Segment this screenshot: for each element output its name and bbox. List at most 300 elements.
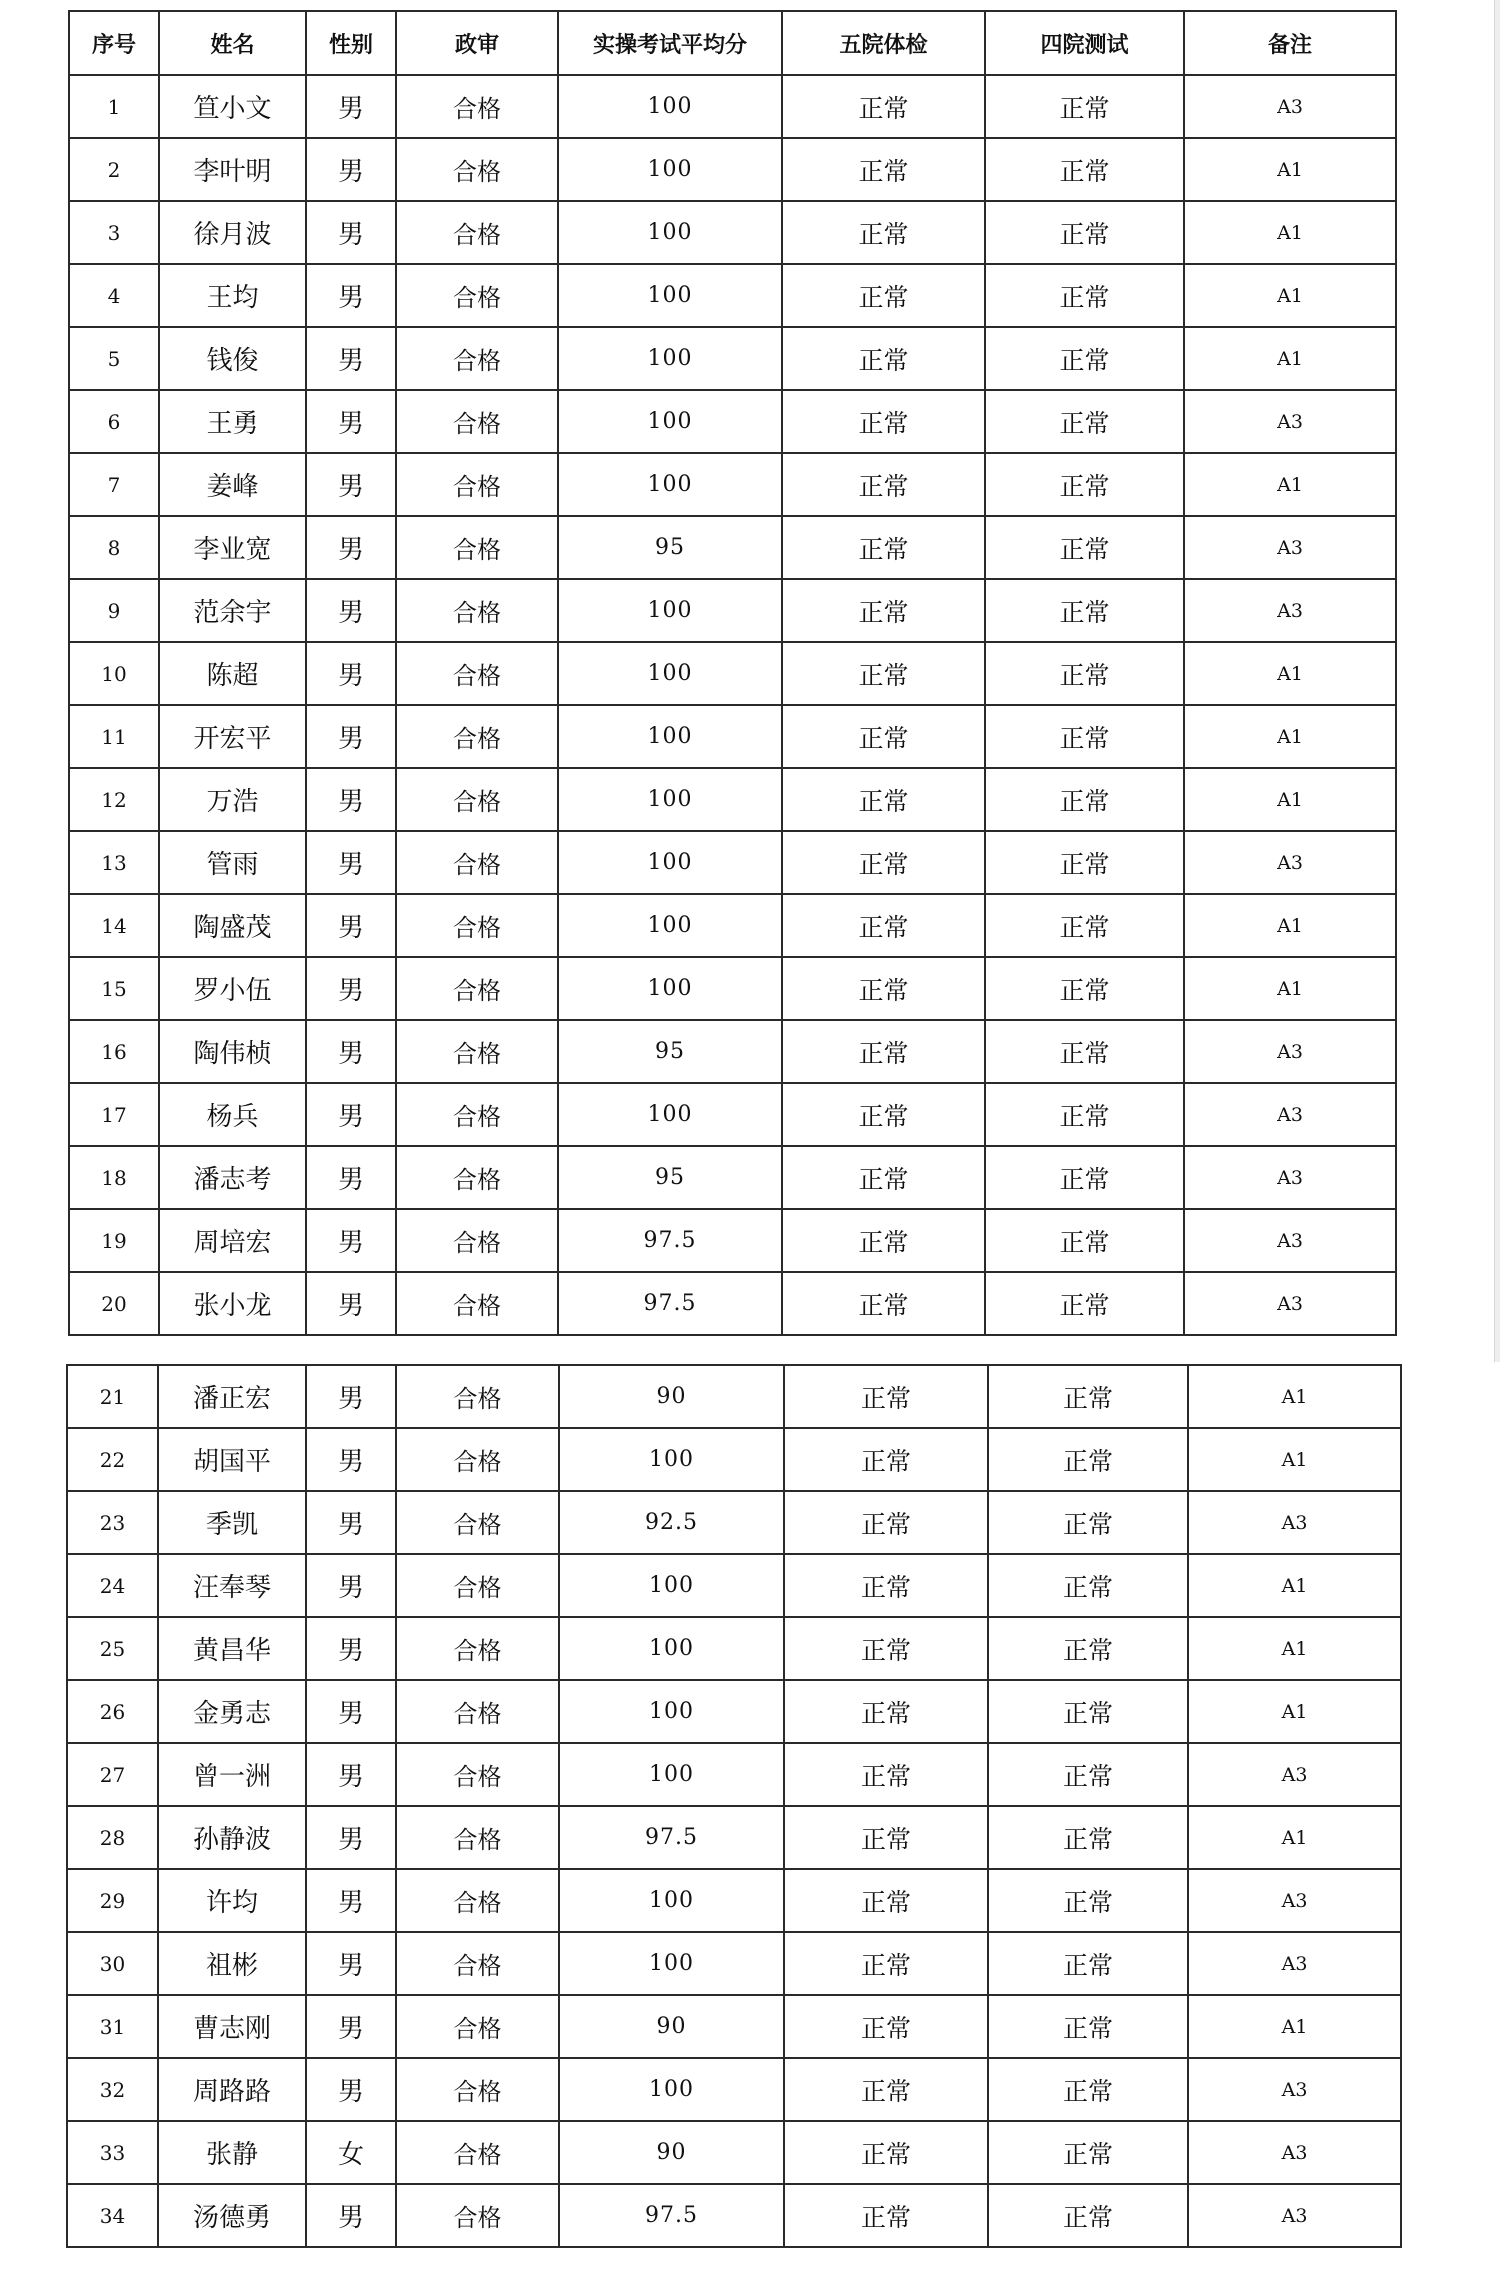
cell-index: 12 [69,768,159,831]
cell-political-review: 合格 [396,390,558,453]
cell-exam-score: 95 [558,516,782,579]
cell-name: 周培宏 [159,1209,306,1272]
cell-name: 王均 [159,264,306,327]
cell-index: 29 [67,1869,158,1932]
cell-hospital5-physical: 正常 [782,1272,985,1335]
cell-remarks: A1 [1184,957,1396,1020]
cell-name: 汤德勇 [158,2184,306,2247]
cell-hospital5-physical: 正常 [784,1428,988,1491]
cell-remarks: A3 [1188,2121,1401,2184]
cell-hospital5-physical: 正常 [784,2184,988,2247]
table-row [67,1995,1401,2058]
cell-hospital5-physical: 正常 [782,705,985,768]
cell-index: 16 [69,1020,159,1083]
cell-name: 许均 [158,1869,306,1932]
cell-gender: 男 [306,1209,396,1272]
cell-index: 23 [67,1491,158,1554]
cell-exam-score: 100 [559,1554,784,1617]
cell-hospital5-physical: 正常 [784,1995,988,2058]
cell-hospital5-physical: 正常 [782,516,985,579]
cell-hospital5-physical: 正常 [782,894,985,957]
cell-exam-score: 100 [558,201,782,264]
cell-index: 19 [69,1209,159,1272]
cell-remarks: A3 [1188,1869,1401,1932]
cell-remarks: A1 [1184,705,1396,768]
cell-political-review: 合格 [396,894,558,957]
table-row [69,957,1396,1020]
cell-exam-score: 100 [558,957,782,1020]
cell-remarks: A1 [1188,1680,1401,1743]
header-name: 姓名 [159,11,306,75]
cell-exam-score: 90 [559,2121,784,2184]
header-hospital4-test: 四院测试 [985,11,1184,75]
cell-exam-score: 100 [558,327,782,390]
cell-remarks: A3 [1188,1932,1401,1995]
table-row [69,831,1396,894]
cell-name: 曾一洲 [158,1743,306,1806]
cell-remarks: A3 [1184,1146,1396,1209]
cell-hospital4-test: 正常 [988,2058,1188,2121]
table-row [69,1020,1396,1083]
cell-name: 钱俊 [159,327,306,390]
cell-hospital4-test: 正常 [985,516,1184,579]
cell-name: 陈超 [159,642,306,705]
cell-remarks: A1 [1184,768,1396,831]
table-row [69,579,1396,642]
cell-hospital5-physical: 正常 [782,831,985,894]
table-body-bottom [67,1365,1401,2247]
cell-gender: 男 [306,516,396,579]
cell-exam-score: 97.5 [558,1209,782,1272]
cell-gender: 男 [306,453,396,516]
table-row [69,1272,1396,1335]
cell-hospital4-test: 正常 [985,138,1184,201]
table-row [67,2058,1401,2121]
cell-hospital5-physical: 正常 [782,1146,985,1209]
cell-gender: 男 [306,1272,396,1335]
cell-exam-score: 90 [559,1365,784,1428]
cell-hospital5-physical: 正常 [784,1617,988,1680]
cell-hospital4-test: 正常 [985,1020,1184,1083]
cell-index: 2 [69,138,159,201]
candidate-table-top [68,10,1397,1336]
cell-remarks: A3 [1184,75,1396,138]
cell-exam-score: 100 [558,768,782,831]
cell-gender: 男 [306,2184,396,2247]
cell-remarks: A3 [1184,516,1396,579]
cell-exam-score: 97.5 [559,2184,784,2247]
cell-gender: 男 [306,1428,396,1491]
cell-exam-score: 97.5 [558,1272,782,1335]
cell-remarks: A1 [1184,453,1396,516]
cell-hospital5-physical: 正常 [782,390,985,453]
cell-name: 范余宇 [159,579,306,642]
cell-index: 8 [69,516,159,579]
table-row [67,1428,1401,1491]
cell-hospital4-test: 正常 [985,894,1184,957]
table-row [69,327,1396,390]
cell-hospital5-physical: 正常 [782,327,985,390]
header-gender: 性别 [306,11,396,75]
cell-gender: 男 [306,75,396,138]
cell-hospital5-physical: 正常 [782,201,985,264]
cell-hospital4-test: 正常 [985,327,1184,390]
cell-name: 胡国平 [158,1428,306,1491]
cell-exam-score: 100 [559,1932,784,1995]
cell-political-review: 合格 [396,642,558,705]
table-row [67,1617,1401,1680]
table-row [69,768,1396,831]
table-header-row [69,11,1396,75]
cell-gender: 男 [306,1932,396,1995]
cell-exam-score: 100 [559,1869,784,1932]
cell-political-review: 合格 [396,1428,559,1491]
cell-political-review: 合格 [396,1272,558,1335]
cell-index: 26 [67,1680,158,1743]
cell-remarks: A1 [1184,642,1396,705]
cell-index: 5 [69,327,159,390]
table-row [69,1209,1396,1272]
cell-remarks: A1 [1184,138,1396,201]
cell-gender: 男 [306,1491,396,1554]
cell-index: 24 [67,1554,158,1617]
cell-political-review: 合格 [396,1491,559,1554]
cell-political-review: 合格 [396,1680,559,1743]
table-row [69,390,1396,453]
cell-exam-score: 100 [559,1617,784,1680]
cell-name: 开宏平 [159,705,306,768]
cell-hospital4-test: 正常 [985,1209,1184,1272]
cell-remarks: A1 [1188,1365,1401,1428]
cell-hospital5-physical: 正常 [784,2058,988,2121]
cell-hospital4-test: 正常 [985,201,1184,264]
table-row [69,1146,1396,1209]
cell-remarks: A3 [1184,390,1396,453]
table-row [69,264,1396,327]
cell-index: 25 [67,1617,158,1680]
cell-name: 季凯 [158,1491,306,1554]
cell-hospital5-physical: 正常 [784,1554,988,1617]
cell-hospital5-physical: 正常 [784,1932,988,1995]
table-row [69,138,1396,201]
cell-index: 1 [69,75,159,138]
cell-hospital4-test: 正常 [988,1995,1188,2058]
cell-exam-score: 100 [559,1680,784,1743]
cell-hospital4-test: 正常 [988,1491,1188,1554]
cell-index: 3 [69,201,159,264]
cell-gender: 男 [306,201,396,264]
cell-political-review: 合格 [396,1020,558,1083]
cell-hospital5-physical: 正常 [782,75,985,138]
cell-gender: 男 [306,327,396,390]
cell-exam-score: 95 [558,1146,782,1209]
cell-exam-score: 97.5 [559,1806,784,1869]
cell-index: 33 [67,2121,158,2184]
cell-political-review: 合格 [396,2184,559,2247]
cell-index: 18 [69,1146,159,1209]
cell-exam-score: 100 [558,390,782,453]
cell-index: 34 [67,2184,158,2247]
cell-hospital5-physical: 正常 [784,1365,988,1428]
cell-hospital5-physical: 正常 [784,1806,988,1869]
cell-gender: 男 [306,1617,396,1680]
cell-remarks: A1 [1188,1617,1401,1680]
cell-remarks: A1 [1184,894,1396,957]
cell-name: 姜峰 [159,453,306,516]
cell-name: 杨兵 [159,1083,306,1146]
cell-hospital4-test: 正常 [988,1743,1188,1806]
cell-gender: 男 [306,1146,396,1209]
cell-gender: 男 [306,579,396,642]
cell-gender: 男 [306,2058,396,2121]
cell-remarks: A3 [1184,1272,1396,1335]
table-row [69,75,1396,138]
cell-hospital4-test: 正常 [985,579,1184,642]
cell-hospital4-test: 正常 [988,2184,1188,2247]
cell-political-review: 合格 [396,1743,559,1806]
cell-hospital4-test: 正常 [988,1932,1188,1995]
cell-name: 笪小文 [159,75,306,138]
table-row [67,2184,1401,2247]
cell-remarks: A3 [1184,1209,1396,1272]
header-hospital5-physical: 五院体检 [782,11,985,75]
cell-name: 罗小伍 [159,957,306,1020]
cell-hospital5-physical: 正常 [782,264,985,327]
cell-political-review: 合格 [396,2058,559,2121]
cell-remarks: A1 [1188,1806,1401,1869]
cell-index: 9 [69,579,159,642]
table-row [67,2121,1401,2184]
cell-political-review: 合格 [396,75,558,138]
cell-remarks: A3 [1188,2058,1401,2121]
cell-political-review: 合格 [396,2121,559,2184]
cell-name: 陶盛茂 [159,894,306,957]
cell-index: 31 [67,1995,158,2058]
cell-political-review: 合格 [396,1932,559,1995]
cell-gender: 男 [306,1995,396,2058]
cell-name: 李业宽 [159,516,306,579]
table-row [69,705,1396,768]
cell-index: 10 [69,642,159,705]
cell-index: 28 [67,1806,158,1869]
cell-hospital5-physical: 正常 [782,138,985,201]
cell-remarks: A3 [1184,1020,1396,1083]
cell-hospital4-test: 正常 [985,1083,1184,1146]
table-row [69,201,1396,264]
cell-hospital5-physical: 正常 [782,957,985,1020]
cell-political-review: 合格 [396,453,558,516]
cell-remarks: A3 [1188,1491,1401,1554]
cell-hospital4-test: 正常 [985,642,1184,705]
cell-name: 张小龙 [159,1272,306,1335]
cell-exam-score: 100 [558,642,782,705]
cell-index: 17 [69,1083,159,1146]
cell-hospital5-physical: 正常 [784,1491,988,1554]
cell-index: 14 [69,894,159,957]
cell-hospital5-physical: 正常 [782,453,985,516]
cell-gender: 男 [306,831,396,894]
table-row [67,1806,1401,1869]
cell-political-review: 合格 [396,957,558,1020]
cell-index: 6 [69,390,159,453]
cell-gender: 男 [306,1365,396,1428]
cell-hospital4-test: 正常 [985,1272,1184,1335]
cell-hospital4-test: 正常 [985,1146,1184,1209]
cell-index: 21 [67,1365,158,1428]
cell-remarks: A3 [1184,579,1396,642]
cell-hospital5-physical: 正常 [784,1680,988,1743]
cell-hospital4-test: 正常 [985,390,1184,453]
cell-hospital4-test: 正常 [988,1869,1188,1932]
cell-political-review: 合格 [396,1146,558,1209]
cell-exam-score: 100 [559,1428,784,1491]
cell-exam-score: 100 [559,1743,784,1806]
table-row [67,1554,1401,1617]
cell-gender: 男 [306,1554,396,1617]
cell-political-review: 合格 [396,1209,558,1272]
cell-exam-score: 100 [558,831,782,894]
cell-political-review: 合格 [396,327,558,390]
cell-hospital4-test: 正常 [988,2121,1188,2184]
cell-gender: 女 [306,2121,396,2184]
page-edge-line [1494,0,1495,1362]
cell-hospital5-physical: 正常 [782,768,985,831]
cell-gender: 男 [306,705,396,768]
cell-remarks: A3 [1184,1083,1396,1146]
cell-name: 王勇 [159,390,306,453]
cell-gender: 男 [306,957,396,1020]
cell-name: 周路路 [158,2058,306,2121]
cell-remarks: A1 [1184,264,1396,327]
cell-name: 李叶明 [159,138,306,201]
cell-index: 32 [67,2058,158,2121]
cell-gender: 男 [306,1020,396,1083]
cell-hospital4-test: 正常 [985,453,1184,516]
cell-remarks: A3 [1188,1743,1401,1806]
cell-remarks: A1 [1184,201,1396,264]
cell-exam-score: 100 [558,579,782,642]
cell-index: 4 [69,264,159,327]
cell-exam-score: 100 [558,75,782,138]
cell-hospital5-physical: 正常 [782,1020,985,1083]
table-row [69,453,1396,516]
cell-political-review: 合格 [396,516,558,579]
cell-gender: 男 [306,1869,396,1932]
cell-index: 11 [69,705,159,768]
table-row [69,642,1396,705]
cell-hospital4-test: 正常 [988,1680,1188,1743]
cell-exam-score: 100 [559,2058,784,2121]
cell-political-review: 合格 [396,1869,559,1932]
cell-hospital4-test: 正常 [985,264,1184,327]
cell-exam-score: 100 [558,453,782,516]
cell-gender: 男 [306,390,396,453]
cell-name: 孙静波 [158,1806,306,1869]
cell-hospital5-physical: 正常 [782,642,985,705]
cell-hospital4-test: 正常 [985,705,1184,768]
cell-hospital4-test: 正常 [988,1428,1188,1491]
cell-hospital5-physical: 正常 [784,1743,988,1806]
cell-remarks: A3 [1184,831,1396,894]
cell-political-review: 合格 [396,1995,559,2058]
table-row [69,1083,1396,1146]
cell-gender: 男 [306,1806,396,1869]
cell-index: 22 [67,1428,158,1491]
cell-exam-score: 100 [558,1083,782,1146]
cell-political-review: 合格 [396,138,558,201]
cell-gender: 男 [306,264,396,327]
cell-gender: 男 [306,894,396,957]
cell-exam-score: 100 [558,894,782,957]
cell-hospital4-test: 正常 [985,75,1184,138]
cell-index: 30 [67,1932,158,1995]
cell-hospital5-physical: 正常 [782,1209,985,1272]
header-index: 序号 [69,11,159,75]
cell-hospital4-test: 正常 [988,1554,1188,1617]
cell-hospital5-physical: 正常 [784,1869,988,1932]
cell-name: 曹志刚 [158,1995,306,2058]
cell-political-review: 合格 [396,705,558,768]
cell-political-review: 合格 [396,201,558,264]
table-row [69,516,1396,579]
cell-remarks: A1 [1188,1554,1401,1617]
cell-index: 15 [69,957,159,1020]
table-row [67,1680,1401,1743]
cell-exam-score: 100 [558,138,782,201]
cell-name: 祖彬 [158,1932,306,1995]
cell-gender: 男 [306,1743,396,1806]
header-practical-exam-average: 实操考试平均分 [558,11,782,75]
header-political-review: 政审 [396,11,558,75]
cell-political-review: 合格 [396,1617,559,1680]
cell-remarks: A1 [1188,1428,1401,1491]
cell-index: 7 [69,453,159,516]
cell-name: 陶伟桢 [159,1020,306,1083]
cell-political-review: 合格 [396,1554,559,1617]
cell-hospital4-test: 正常 [988,1617,1188,1680]
cell-gender: 男 [306,1083,396,1146]
table-row [67,1743,1401,1806]
cell-index: 13 [69,831,159,894]
cell-hospital4-test: 正常 [988,1806,1188,1869]
cell-name: 张静 [158,2121,306,2184]
cell-hospital4-test: 正常 [985,957,1184,1020]
cell-hospital4-test: 正常 [988,1365,1188,1428]
cell-name: 管雨 [159,831,306,894]
cell-political-review: 合格 [396,264,558,327]
cell-hospital5-physical: 正常 [782,1083,985,1146]
cell-exam-score: 100 [558,705,782,768]
cell-hospital4-test: 正常 [985,831,1184,894]
cell-name: 金勇志 [158,1680,306,1743]
table-row [67,1491,1401,1554]
cell-hospital4-test: 正常 [985,768,1184,831]
cell-exam-score: 90 [559,1995,784,2058]
cell-exam-score: 92.5 [559,1491,784,1554]
candidate-table-bottom [66,1364,1402,2248]
cell-name: 潘正宏 [158,1365,306,1428]
table-row [67,1365,1401,1428]
cell-name: 汪奉琴 [158,1554,306,1617]
cell-hospital5-physical: 正常 [784,2121,988,2184]
cell-name: 黄昌华 [158,1617,306,1680]
header-remarks: 备注 [1184,11,1396,75]
cell-name: 徐月波 [159,201,306,264]
table-row [67,1932,1401,1995]
cell-gender: 男 [306,642,396,705]
cell-political-review: 合格 [396,1365,559,1428]
cell-remarks: A1 [1184,327,1396,390]
